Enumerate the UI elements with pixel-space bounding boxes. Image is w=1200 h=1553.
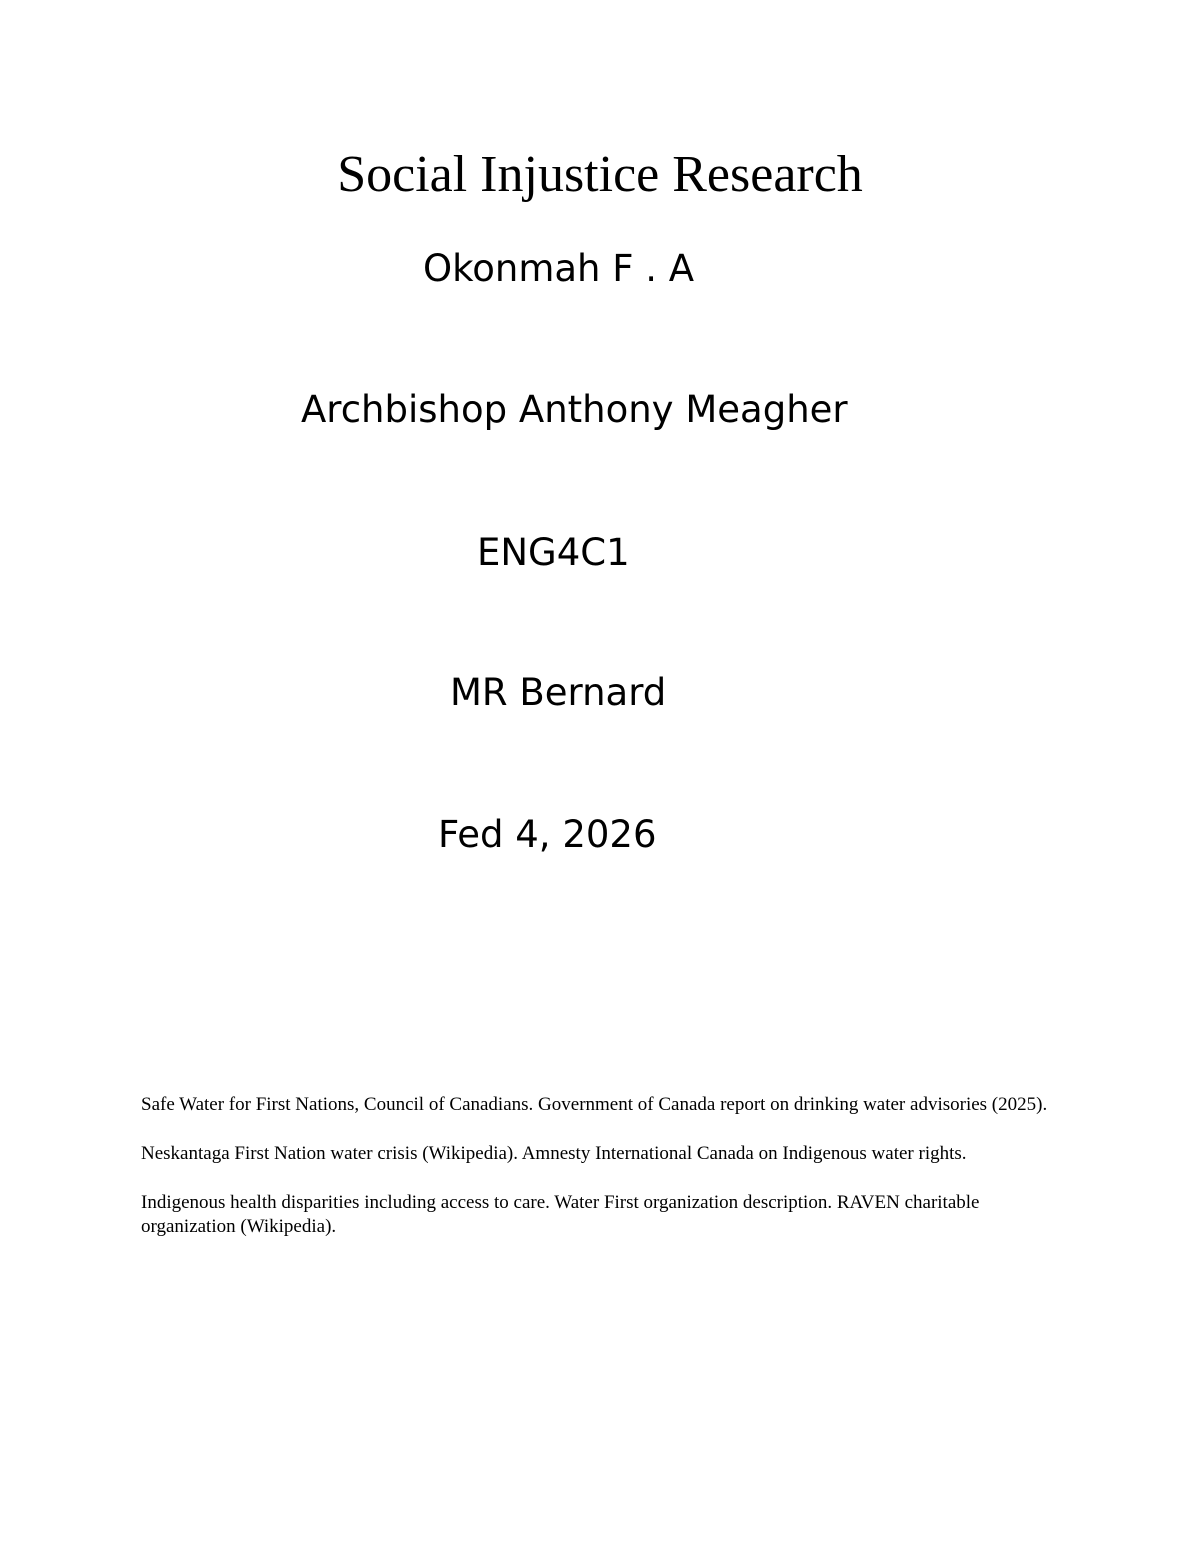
document-title: Social Injustice Research <box>337 146 863 203</box>
course-code: ENG4C1 <box>477 531 630 574</box>
reference-item: Neskantaga First Nation water crisis (Wikipedia). Amnesty International Canada on Indigenous water rights. <box>141 1143 967 1164</box>
submission-date: Fed 4, 2026 <box>438 813 657 856</box>
school-name: Archbishop Anthony Meagher <box>301 388 848 431</box>
teacher-name: MR Bernard <box>450 671 667 714</box>
reference-item: Safe Water for First Nations, Council of Canadians. Government of Canada report on drinking water advisories (2025). <box>141 1094 1048 1115</box>
reference-item: Indigenous health disparities including access to care. Water First organization description. RAVEN charitable organization (Wikipedia). <box>141 1192 980 1237</box>
references-list <box>141 1093 1051 1264</box>
author-name: Okonmah F . A <box>423 247 695 290</box>
